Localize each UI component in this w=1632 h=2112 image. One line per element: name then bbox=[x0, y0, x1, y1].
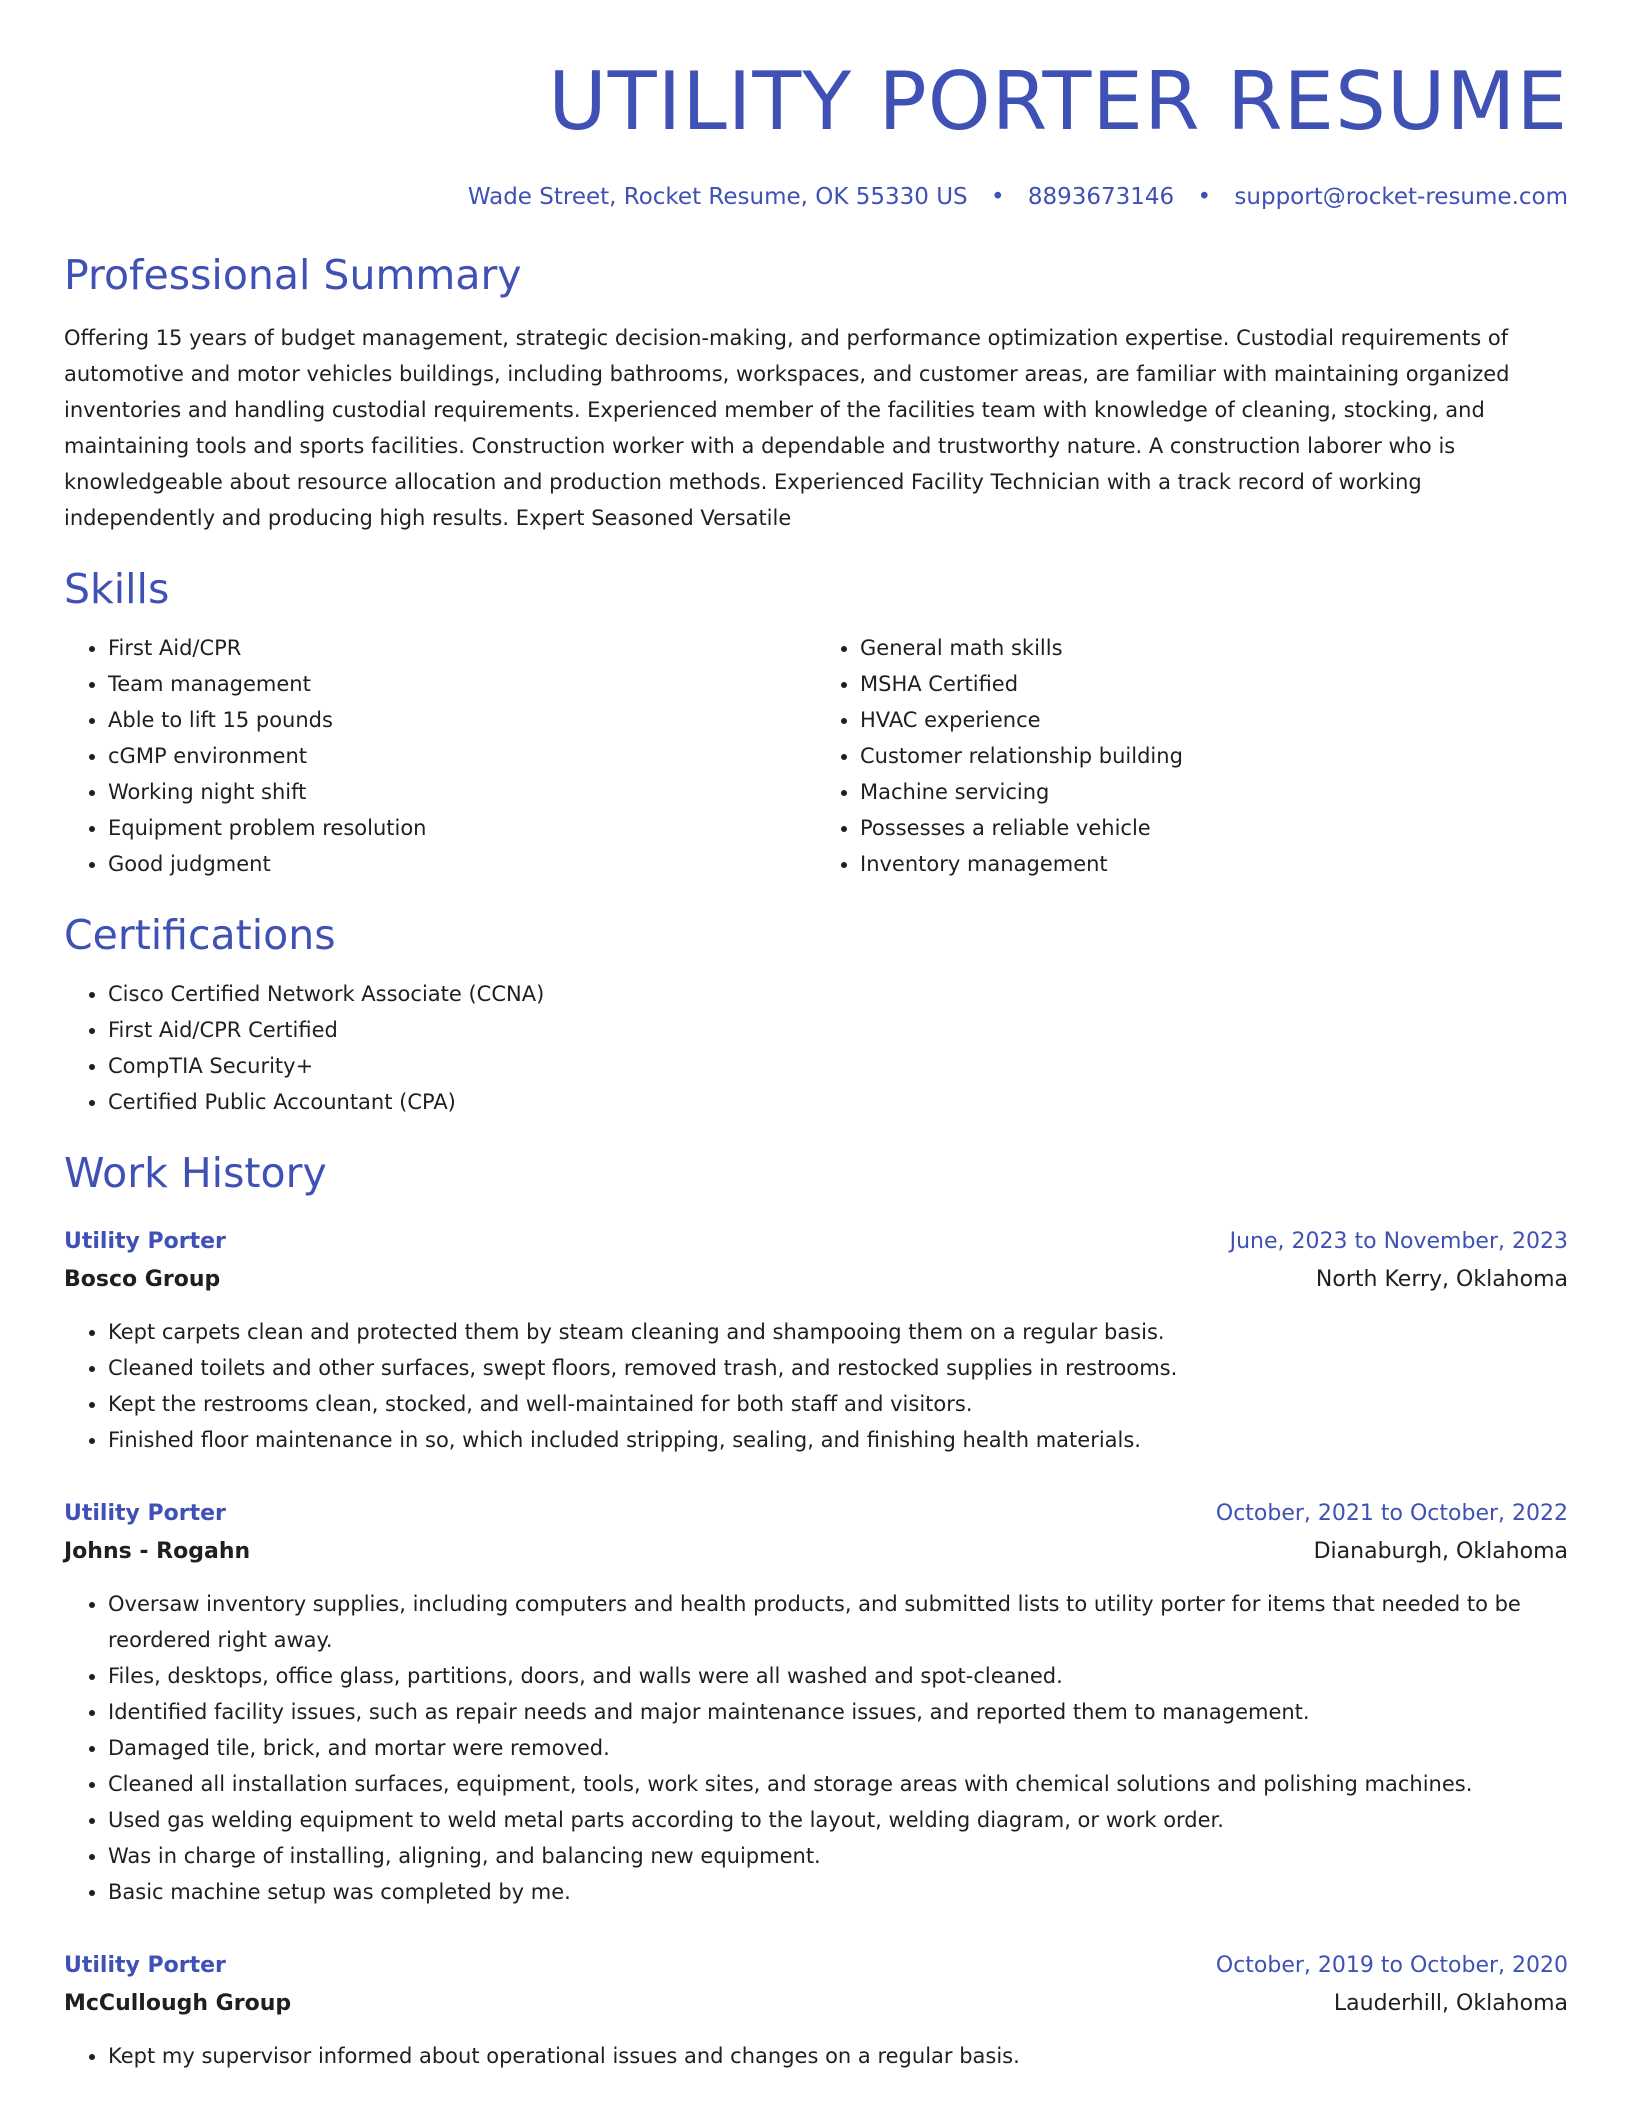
job-duties-list bbox=[64, 2038, 1568, 2074]
skill-item: • Good judgment bbox=[108, 846, 816, 882]
skill-item: • Customer relationship building bbox=[860, 738, 1568, 774]
skill-item: • Equipment problem resolution bbox=[108, 810, 816, 846]
job-entry bbox=[64, 1496, 1568, 1910]
job-duty: • Identified facility issues, such as repair needs and major maintenance issues, and reported them to management. bbox=[108, 1694, 1568, 1730]
skill-item: • General math skills bbox=[860, 630, 1568, 666]
skill-item: • MSHA Certified bbox=[860, 666, 1568, 702]
certification-item: • CompTIA Security+ bbox=[108, 1048, 1568, 1084]
resume-header bbox=[64, 0, 1568, 212]
job-dates: October, 2019 to October, 2020 bbox=[1215, 1953, 1568, 1978]
job-title-row bbox=[64, 1224, 1568, 1260]
job-location: North Kerry, Oklahoma bbox=[1315, 1267, 1568, 1292]
job-company-row bbox=[64, 1532, 1568, 1572]
job-duties-list bbox=[64, 1586, 1568, 1910]
job-entry bbox=[64, 1224, 1568, 1458]
skill-item: • HVAC experience bbox=[860, 702, 1568, 738]
work-history-heading: Work History bbox=[64, 1149, 327, 1197]
resume-title: UTILITY PORTER RESUME bbox=[548, 55, 1568, 148]
skill-item: • Inventory management bbox=[860, 846, 1568, 882]
skills-grid bbox=[64, 630, 1568, 882]
certifications-heading: Certifications bbox=[64, 911, 336, 959]
job-duty: • Used gas welding equipment to weld metal parts according to the layout, welding diagram, or work order. bbox=[108, 1802, 1568, 1838]
skill-item: • Team management bbox=[108, 666, 816, 702]
job-duty: • Kept my supervisor informed about operational issues and changes on a regular basis. bbox=[108, 2038, 1568, 2074]
job-dates: June, 2023 to November, 2023 bbox=[1229, 1229, 1568, 1254]
job-company: Bosco Group bbox=[64, 1267, 221, 1292]
job-duties-list bbox=[64, 1314, 1568, 1458]
skills-heading: Skills bbox=[64, 565, 170, 613]
certification-item: • Cisco Certified Network Associate (CCNA) bbox=[108, 976, 1568, 1012]
contact-separator: • bbox=[990, 184, 1005, 210]
contact-address: Wade Street, Rocket Resume, OK 55330 US bbox=[467, 184, 968, 210]
job-title: Utility Porter bbox=[64, 1501, 226, 1526]
job-title-row bbox=[64, 1496, 1568, 1532]
contact-line bbox=[64, 182, 1568, 212]
summary-text: Offering 15 years of budget management, strategic decision-making, and performance optimization expertise. Custodial requirements of automotive and motor vehicles buildings, including bathrooms, workspaces, and customer areas, are familiar with maintaining organized inventories and handling custodial requirements. Experienced member of the facilities team with knowledge of cleaning, stocking, and maintaining tools and sports facilities. Construction worker with a dependable and trustworthy nature. A construction laborer who is knowledgeable about resource allocation and production methods. Experienced Facility Technician with a track record of working independently and producing high results. Expert Seasoned Versatile bbox=[64, 326, 1510, 530]
skills-list-left bbox=[64, 630, 816, 882]
job-duty: • Basic machine setup was completed by me. bbox=[108, 1874, 1568, 1910]
certifications-section bbox=[64, 908, 1568, 1120]
job-location: Lauderhill, Oklahoma bbox=[1333, 1991, 1568, 2016]
certification-item: • Certified Public Accountant (CPA) bbox=[108, 1084, 1568, 1120]
contact-email: support@rocket-resume.com bbox=[1234, 184, 1568, 210]
job-duty: • Oversaw inventory supplies, including computers and health products, and submitted lists to utility porter for items that needed to be reordered right away. bbox=[108, 1586, 1568, 1658]
job-duty: • Files, desktops, office glass, partitions, doors, and walls were all washed and spot-cleaned. bbox=[108, 1658, 1568, 1694]
skills-list-right bbox=[816, 630, 1568, 882]
job-duty: • Damaged tile, brick, and mortar were removed. bbox=[108, 1730, 1568, 1766]
job-company-row bbox=[64, 1984, 1568, 2024]
skill-item: • Possesses a reliable vehicle bbox=[860, 810, 1568, 846]
job-location: Dianaburgh, Oklahoma bbox=[1313, 1539, 1568, 1564]
skill-item: • Able to lift 15 pounds bbox=[108, 702, 816, 738]
summary-heading: Professional Summary bbox=[64, 251, 522, 299]
skill-item: • Machine servicing bbox=[860, 774, 1568, 810]
job-dates: October, 2021 to October, 2022 bbox=[1215, 1501, 1568, 1526]
summary-section bbox=[64, 248, 1568, 536]
skills-section bbox=[64, 562, 1568, 882]
job-duty: • Cleaned all installation surfaces, equipment, tools, work sites, and storage areas with chemical solutions and polishing machines. bbox=[108, 1766, 1568, 1802]
job-duty: • Kept the restrooms clean, stocked, and well-maintained for both staff and visitors. bbox=[108, 1386, 1568, 1422]
work-history-section bbox=[64, 1146, 1568, 2074]
contact-separator: • bbox=[1197, 184, 1212, 210]
job-entry bbox=[64, 1948, 1568, 2074]
job-duty: • Cleaned toilets and other surfaces, swept floors, removed trash, and restocked supplies in restrooms. bbox=[108, 1350, 1568, 1386]
job-company: McCullough Group bbox=[64, 1991, 292, 2016]
skill-item: • Working night shift bbox=[108, 774, 816, 810]
certifications-list bbox=[64, 976, 1568, 1120]
job-company: Johns - Rogahn bbox=[64, 1539, 251, 1564]
job-duty: • Was in charge of installing, aligning, and balancing new equipment. bbox=[108, 1838, 1568, 1874]
job-duty: • Kept carpets clean and protected them by steam cleaning and shampooing them on a regular basis. bbox=[108, 1314, 1568, 1350]
certification-item: • First Aid/CPR Certified bbox=[108, 1012, 1568, 1048]
job-company-row bbox=[64, 1260, 1568, 1300]
contact-phone: 8893673146 bbox=[1027, 184, 1175, 210]
job-title: Utility Porter bbox=[64, 1953, 226, 1978]
skill-item: • First Aid/CPR bbox=[108, 630, 816, 666]
job-title: Utility Porter bbox=[64, 1229, 226, 1254]
skill-item: • cGMP environment bbox=[108, 738, 816, 774]
job-title-row bbox=[64, 1948, 1568, 1984]
job-duty: • Finished floor maintenance in so, which included stripping, sealing, and finishing health materials. bbox=[108, 1422, 1568, 1458]
